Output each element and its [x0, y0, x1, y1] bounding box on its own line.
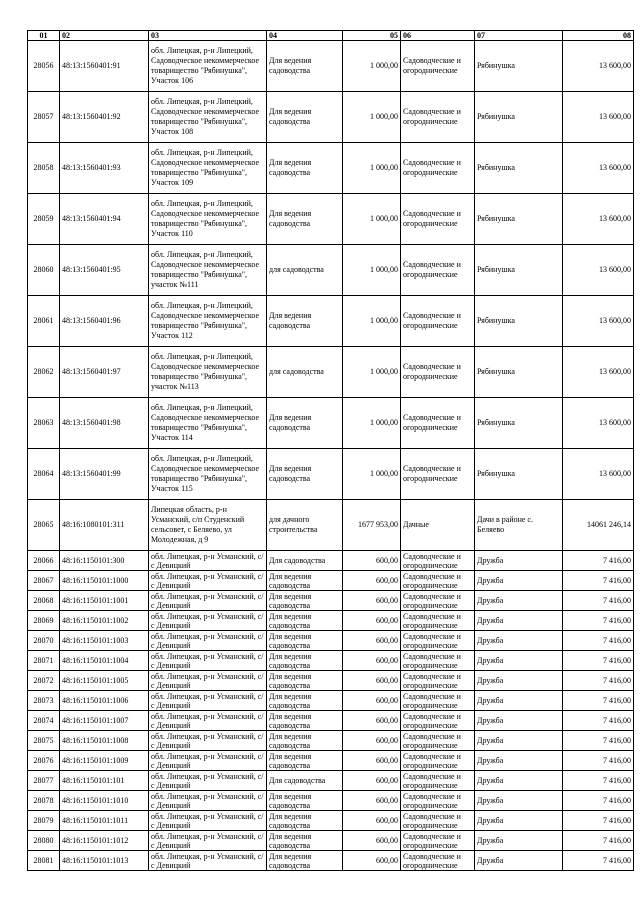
table-row — [28, 651, 634, 671]
cell-cost: 7 416,00 — [563, 571, 634, 591]
cell-category: Дачные — [401, 500, 475, 551]
cell-cadastral-number: 48:13:1560401:96 — [60, 296, 149, 347]
cell-category: Садоводческие и огороднические — [401, 631, 475, 651]
cell-cadastral-number: 48:16:1150101:1004 — [60, 651, 149, 671]
cell-area: 1 000,00 — [343, 92, 401, 143]
cell-category: Садоводческие и огороднические — [401, 811, 475, 831]
cell-name: Дружба — [475, 771, 563, 791]
cell-row-number: 28068 — [28, 591, 60, 611]
column-header-05: 05 — [343, 31, 401, 41]
column-header-01: 01 — [28, 31, 60, 41]
cell-category: Садоводческие и огороднические — [401, 194, 475, 245]
cell-category: Садоводческие и огороднические — [401, 245, 475, 296]
cell-row-number: 28073 — [28, 691, 60, 711]
cell-address: обл. Липецкая, р-н Усманский, с/с Девицкий — [149, 791, 267, 811]
column-header-02: 02 — [60, 31, 149, 41]
cell-name: Дружба — [475, 851, 563, 871]
cell-cadastral-number: 48:13:1560401:94 — [60, 194, 149, 245]
cell-category: Садоводческие и огороднические — [401, 731, 475, 751]
cell-name: Дружба — [475, 751, 563, 771]
table-row — [28, 611, 634, 631]
table-row — [28, 449, 634, 500]
cell-cadastral-number: 48:13:1560401:91 — [60, 41, 149, 92]
cell-row-number: 28066 — [28, 551, 60, 571]
cell-name: Дружба — [475, 831, 563, 851]
cell-permitted-use: Для ведения садоводства — [267, 831, 343, 851]
cell-address: обл. Липецкая, р-н Усманский, с/с Девицкий — [149, 811, 267, 831]
cell-name: Дружба — [475, 651, 563, 671]
cell-area: 600,00 — [343, 831, 401, 851]
cell-cost: 13 600,00 — [563, 245, 634, 296]
land-register-table — [27, 30, 634, 871]
cell-name: Рябинушка — [475, 296, 563, 347]
cell-category: Садоводческие и огороднические — [401, 41, 475, 92]
cell-cost: 13 600,00 — [563, 347, 634, 398]
cell-area: 1 000,00 — [343, 347, 401, 398]
cell-address: обл. Липецкая, р-н Усманский, с/с Девицкий — [149, 651, 267, 671]
cell-area: 600,00 — [343, 611, 401, 631]
cell-cost: 7 416,00 — [563, 831, 634, 851]
cell-address: обл. Липецкая, р-н Усманский, с/с Девицкий — [149, 631, 267, 651]
cell-cadastral-number: 48:16:1150101:101 — [60, 771, 149, 791]
cell-row-number: 28080 — [28, 831, 60, 851]
table-row — [28, 41, 634, 92]
cell-address: обл. Липецкая, р-н Усманский, с/с Девицкий — [149, 571, 267, 591]
header-row — [28, 31, 634, 41]
cell-cost: 13 600,00 — [563, 296, 634, 347]
cell-category: Садоводческие и огороднические — [401, 831, 475, 851]
column-header-06: 06 — [401, 31, 475, 41]
cell-area: 1 000,00 — [343, 296, 401, 347]
cell-row-number: 28058 — [28, 143, 60, 194]
cell-name: Дружба — [475, 691, 563, 711]
cell-area: 600,00 — [343, 551, 401, 571]
cell-cost: 7 416,00 — [563, 791, 634, 811]
cell-category: Садоводческие и огороднические — [401, 711, 475, 731]
cell-permitted-use: Для ведения садоводства — [267, 711, 343, 731]
cell-address: обл. Липецкая, р-н Липецкий, Садоводческое некоммерческое товарищество "Рябинушка", Участок 106 — [149, 41, 267, 92]
cell-address: обл. Липецкая, р-н Липецкий, Садоводческое некоммерческое товарищество "Рябинушка", Участок 108 — [149, 92, 267, 143]
cell-area: 600,00 — [343, 751, 401, 771]
cell-cost: 7 416,00 — [563, 631, 634, 651]
cell-permitted-use: для садоводства — [267, 347, 343, 398]
cell-category: Садоводческие и огороднические — [401, 591, 475, 611]
cell-permitted-use: Для ведения садоводства — [267, 671, 343, 691]
table-row — [28, 296, 634, 347]
cell-cadastral-number: 48:16:1150101:1007 — [60, 711, 149, 731]
cell-cost: 13 600,00 — [563, 194, 634, 245]
cell-area: 1 000,00 — [343, 398, 401, 449]
cell-area: 1 000,00 — [343, 143, 401, 194]
table-row — [28, 791, 634, 811]
cell-row-number: 28077 — [28, 771, 60, 791]
cell-category: Садоводческие и огороднические — [401, 143, 475, 194]
cell-area: 600,00 — [343, 771, 401, 791]
cell-cost: 7 416,00 — [563, 731, 634, 751]
cell-area: 1 000,00 — [343, 449, 401, 500]
cell-category: Садоводческие и огороднические — [401, 651, 475, 671]
cell-cost: 13 600,00 — [563, 449, 634, 500]
column-header-07: 07 — [475, 31, 563, 41]
cell-address: обл. Липецкая, р-н Усманский, с/с Девицкий — [149, 591, 267, 611]
cell-name: Дружба — [475, 671, 563, 691]
cell-row-number: 28078 — [28, 791, 60, 811]
cell-row-number: 28062 — [28, 347, 60, 398]
cell-name: Рябинушка — [475, 398, 563, 449]
cell-cost: 7 416,00 — [563, 551, 634, 571]
cell-cadastral-number: 48:16:1150101:1008 — [60, 731, 149, 751]
cell-cadastral-number: 48:13:1560401:97 — [60, 347, 149, 398]
column-header-03: 03 — [149, 31, 267, 41]
cell-name: Дружба — [475, 631, 563, 651]
cell-cadastral-number: 48:16:1150101:1005 — [60, 671, 149, 691]
cell-category: Садоводческие и огороднические — [401, 851, 475, 871]
cell-cost: 14061 246,14 — [563, 500, 634, 551]
cell-name: Рябинушка — [475, 245, 563, 296]
cell-permitted-use: Для ведения садоводства — [267, 398, 343, 449]
cell-permitted-use: Для ведения садоводства — [267, 143, 343, 194]
cell-name: Рябинушка — [475, 143, 563, 194]
cell-name: Рябинушка — [475, 194, 563, 245]
cell-cost: 13 600,00 — [563, 143, 634, 194]
cell-row-number: 28079 — [28, 811, 60, 831]
cell-cost: 7 416,00 — [563, 711, 634, 731]
cell-cost: 7 416,00 — [563, 671, 634, 691]
cell-address: обл. Липецкая, р-н Липецкий, Садоводческое некоммерческое товарищество "Рябинушка", Участок 114 — [149, 398, 267, 449]
cell-name: Дачи в районе с. Беляево — [475, 500, 563, 551]
cell-cost: 7 416,00 — [563, 811, 634, 831]
table-header — [28, 31, 634, 41]
cell-cadastral-number: 48:16:1150101:1013 — [60, 851, 149, 871]
cell-permitted-use: Для ведения садоводства — [267, 791, 343, 811]
cell-area: 600,00 — [343, 811, 401, 831]
cell-address: обл. Липецкая, р-н Усманский, с/с Девицкий — [149, 611, 267, 631]
table-row — [28, 771, 634, 791]
cell-address: обл. Липецкая, р-н Усманский, с/с Девицкий — [149, 711, 267, 731]
cell-cadastral-number: 48:16:1150101:1003 — [60, 631, 149, 651]
cell-cadastral-number: 48:16:1150101:1010 — [60, 791, 149, 811]
cell-address: обл. Липецкая, р-н Усманский, с/с Девицкий — [149, 831, 267, 851]
cell-cadastral-number: 48:16:1150101:1002 — [60, 611, 149, 631]
cell-name: Дружба — [475, 571, 563, 591]
cell-row-number: 28057 — [28, 92, 60, 143]
cell-permitted-use: Для ведения садоводства — [267, 591, 343, 611]
table-row — [28, 398, 634, 449]
cell-category: Садоводческие и огороднические — [401, 611, 475, 631]
cell-row-number: 28064 — [28, 449, 60, 500]
table-row — [28, 671, 634, 691]
cell-area: 600,00 — [343, 731, 401, 751]
cell-cadastral-number: 48:16:1150101:1009 — [60, 751, 149, 771]
cell-address: обл. Липецкая, р-н Усманский, с/с Девицкий — [149, 771, 267, 791]
cell-category: Садоводческие и огороднические — [401, 296, 475, 347]
table-row — [28, 691, 634, 711]
table-row — [28, 731, 634, 751]
table-row — [28, 631, 634, 651]
cell-category: Садоводческие и огороднические — [401, 92, 475, 143]
cell-cadastral-number: 48:16:1150101:1001 — [60, 591, 149, 611]
cell-address: обл. Липецкая, р-н Липецкий, Садоводческое некоммерческое товарищество "Рябинушка", участок №113 — [149, 347, 267, 398]
table-row — [28, 811, 634, 831]
cell-row-number: 28076 — [28, 751, 60, 771]
cell-address: Липецкая область, р-н Усманский, с/п Студенский сельсовет, с Беляево, ул Молодежная, д 9 — [149, 500, 267, 551]
table-row — [28, 143, 634, 194]
cell-permitted-use: Для ведения садоводства — [267, 731, 343, 751]
cell-cost: 7 416,00 — [563, 851, 634, 871]
cell-category: Садоводческие и огороднические — [401, 751, 475, 771]
cell-cadastral-number: 48:13:1560401:99 — [60, 449, 149, 500]
cell-cadastral-number: 48:16:1150101:1000 — [60, 571, 149, 591]
cell-permitted-use: Для садоводства — [267, 551, 343, 571]
cell-name: Дружба — [475, 591, 563, 611]
cell-category: Садоводческие и огороднические — [401, 771, 475, 791]
cell-area: 600,00 — [343, 671, 401, 691]
cell-permitted-use: Для ведения садоводства — [267, 92, 343, 143]
cell-cost: 13 600,00 — [563, 398, 634, 449]
cell-address: обл. Липецкая, р-н Усманский, с/с Девицкий — [149, 731, 267, 751]
cell-area: 1677 953,00 — [343, 500, 401, 551]
cell-cost: 13 600,00 — [563, 41, 634, 92]
cell-name: Дружба — [475, 611, 563, 631]
cell-cadastral-number: 48:13:1560401:93 — [60, 143, 149, 194]
table-row — [28, 831, 634, 851]
cell-area: 600,00 — [343, 591, 401, 611]
cell-address: обл. Липецкая, р-н Усманский, с/с Девицкий — [149, 851, 267, 871]
cell-row-number: 28074 — [28, 711, 60, 731]
cell-row-number: 28067 — [28, 571, 60, 591]
cell-name: Рябинушка — [475, 41, 563, 92]
cell-cadastral-number: 48:13:1560401:95 — [60, 245, 149, 296]
cell-area: 600,00 — [343, 691, 401, 711]
cell-row-number: 28056 — [28, 41, 60, 92]
cell-category: Садоводческие и огороднические — [401, 691, 475, 711]
cell-category: Садоводческие и огороднические — [401, 571, 475, 591]
table-row — [28, 500, 634, 551]
cell-row-number: 28060 — [28, 245, 60, 296]
cell-permitted-use: для дачного строительства — [267, 500, 343, 551]
land-register-sheet — [27, 30, 631, 871]
cell-permitted-use: Для ведения садоводства — [267, 571, 343, 591]
cell-area: 600,00 — [343, 631, 401, 651]
cell-row-number: 28071 — [28, 651, 60, 671]
cell-row-number: 28072 — [28, 671, 60, 691]
cell-category: Садоводческие и огороднические — [401, 791, 475, 811]
cell-permitted-use: Для ведения садоводства — [267, 631, 343, 651]
cell-cadastral-number: 48:16:1080101:311 — [60, 500, 149, 551]
table-row — [28, 551, 634, 571]
table-body — [28, 41, 634, 871]
cell-area: 1 000,00 — [343, 245, 401, 296]
cell-address: обл. Липецкая, р-н Усманский, с/с Девицкий — [149, 671, 267, 691]
cell-permitted-use: Для ведения садоводства — [267, 194, 343, 245]
cell-cadastral-number: 48:16:1150101:300 — [60, 551, 149, 571]
cell-permitted-use: Для ведения садоводства — [267, 611, 343, 631]
cell-category: Садоводческие и огороднические — [401, 398, 475, 449]
cell-permitted-use: Для ведения садоводства — [267, 811, 343, 831]
cell-name: Дружба — [475, 731, 563, 751]
cell-cost: 7 416,00 — [563, 691, 634, 711]
cell-name: Дружба — [475, 791, 563, 811]
cell-permitted-use: Для ведения садоводства — [267, 296, 343, 347]
cell-permitted-use: Для ведения садоводства — [267, 691, 343, 711]
cell-name: Рябинушка — [475, 449, 563, 500]
cell-cost: 7 416,00 — [563, 771, 634, 791]
cell-cadastral-number: 48:16:1150101:1012 — [60, 831, 149, 851]
cell-row-number: 28061 — [28, 296, 60, 347]
table-row — [28, 571, 634, 591]
cell-address: обл. Липецкая, р-н Липецкий, Садоводческое некоммерческое товарищество "Рябинушка", участок №111 — [149, 245, 267, 296]
cell-area: 600,00 — [343, 711, 401, 731]
cell-category: Садоводческие и огороднические — [401, 347, 475, 398]
table-row — [28, 751, 634, 771]
table-row — [28, 347, 634, 398]
table-row — [28, 92, 634, 143]
cell-area: 600,00 — [343, 651, 401, 671]
cell-permitted-use: Для ведения садоводства — [267, 449, 343, 500]
cell-row-number: 28081 — [28, 851, 60, 871]
cell-name: Рябинушка — [475, 92, 563, 143]
cell-name: Дружба — [475, 711, 563, 731]
cell-cost: 7 416,00 — [563, 591, 634, 611]
cell-name: Дружба — [475, 551, 563, 571]
cell-cadastral-number: 48:13:1560401:98 — [60, 398, 149, 449]
cell-area: 1 000,00 — [343, 41, 401, 92]
cell-permitted-use: Для ведения садоводства — [267, 41, 343, 92]
table-row — [28, 194, 634, 245]
column-header-04: 04 — [267, 31, 343, 41]
cell-name: Дружба — [475, 811, 563, 831]
cell-area: 600,00 — [343, 571, 401, 591]
cell-row-number: 28059 — [28, 194, 60, 245]
cell-cadastral-number: 48:13:1560401:92 — [60, 92, 149, 143]
cell-cadastral-number: 48:16:1150101:1011 — [60, 811, 149, 831]
cell-address: обл. Липецкая, р-н Липецкий, Садоводческое некоммерческое товарищество "Рябинушка", Участок 110 — [149, 194, 267, 245]
cell-row-number: 28075 — [28, 731, 60, 751]
cell-area: 1 000,00 — [343, 194, 401, 245]
cell-permitted-use: Для ведения садоводства — [267, 651, 343, 671]
cell-row-number: 28069 — [28, 611, 60, 631]
cell-cost: 13 600,00 — [563, 92, 634, 143]
table-row — [28, 245, 634, 296]
table-row — [28, 591, 634, 611]
table-row — [28, 711, 634, 731]
cell-address: обл. Липецкая, р-н Липецкий, Садоводческое некоммерческое товарищество "Рябинушка", Участок 109 — [149, 143, 267, 194]
cell-area: 600,00 — [343, 851, 401, 871]
cell-address: обл. Липецкая, р-н Липецкий, Садоводческое некоммерческое товарищество "Рябинушка", Участок 112 — [149, 296, 267, 347]
cell-category: Садоводческие и огороднические — [401, 449, 475, 500]
cell-permitted-use: Для ведения садоводства — [267, 851, 343, 871]
cell-permitted-use: Для ведения садоводства — [267, 751, 343, 771]
cell-row-number: 28070 — [28, 631, 60, 651]
cell-area: 600,00 — [343, 791, 401, 811]
table-row — [28, 851, 634, 871]
column-header-08: 08 — [563, 31, 634, 41]
cell-address: обл. Липецкая, р-н Усманский, с/с Девицкий — [149, 691, 267, 711]
cell-address: обл. Липецкая, р-н Усманский, с/с Девицкий — [149, 551, 267, 571]
cell-address: обл. Липецкая, р-н Усманский, с/с Девицкий — [149, 751, 267, 771]
cell-row-number: 28063 — [28, 398, 60, 449]
cell-cost: 7 416,00 — [563, 751, 634, 771]
cell-address: обл. Липецкая, р-н Липецкий, Садоводческое некоммерческое товарищество "Рябинушка", Участок 115 — [149, 449, 267, 500]
cell-category: Садоводческие и огороднические — [401, 671, 475, 691]
cell-row-number: 28065 — [28, 500, 60, 551]
cell-permitted-use: Для садоводства — [267, 771, 343, 791]
cell-name: Рябинушка — [475, 347, 563, 398]
cell-category: Садоводческие и огороднические — [401, 551, 475, 571]
cell-permitted-use: для садоводства — [267, 245, 343, 296]
cell-cost: 7 416,00 — [563, 651, 634, 671]
cell-cadastral-number: 48:16:1150101:1006 — [60, 691, 149, 711]
cell-cost: 7 416,00 — [563, 611, 634, 631]
